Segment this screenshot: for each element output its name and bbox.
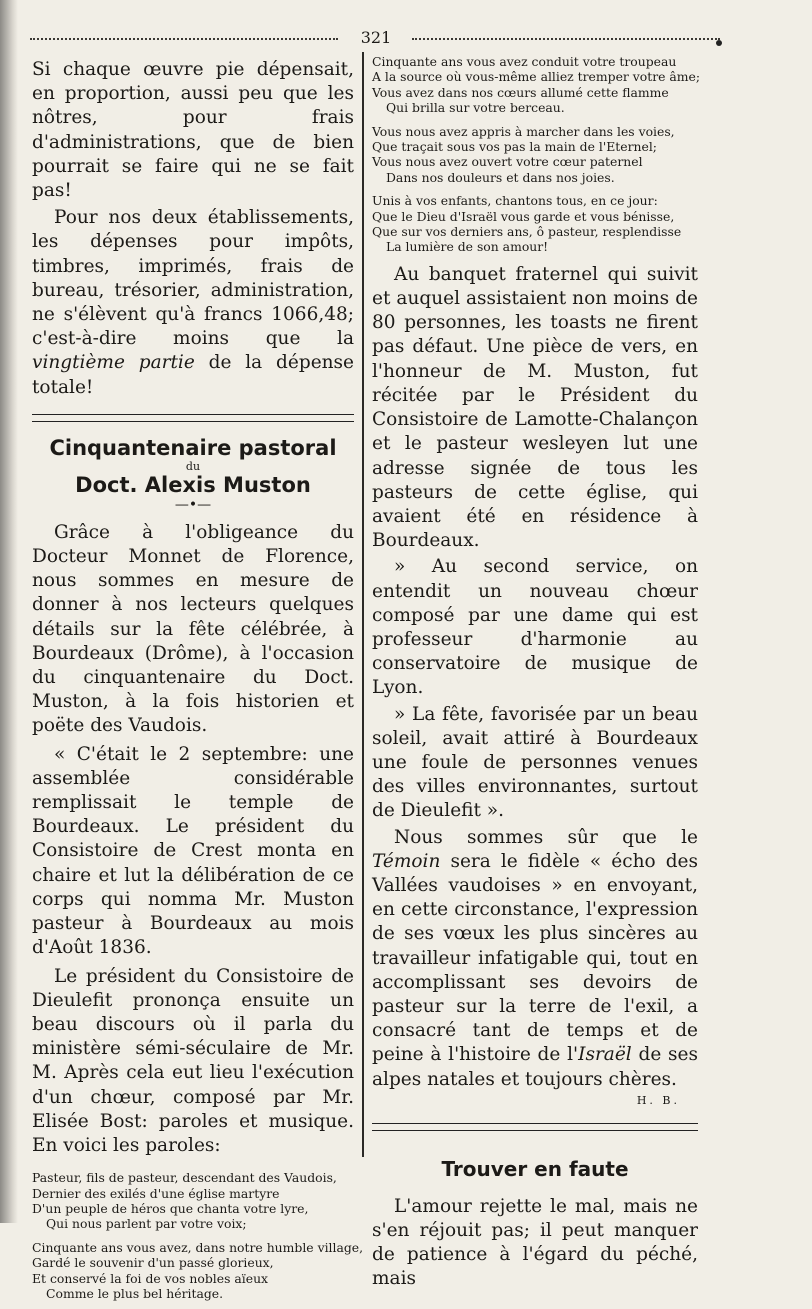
intro-paragraph: Si chaque œuvre pie dépensait, en proportion, aussi peu que les nôtres, pour frais d'administrations, que de bien pourrait se faire qui ne se fait pas!: [32, 59, 354, 202]
budget-text-b: de la dépense totale!: [32, 352, 354, 398]
budget-text-a: Pour nos deux établissements, les dépenses pour impôts, timbres, imprimés, frais de bureau, trésorier, administration, ne s'élèvent qu'à francs 1066,48; c'est-à-dire moins que la: [32, 207, 354, 350]
left-column: [32, 58, 364, 1309]
column-divider: [362, 52, 364, 1157]
article-paragraph-2: « C'était le 2 septembre: une assemblée considérable remplissait le temple de Bourdeaux. Le président du Consistoire de Crest monta en chaire et lut la délibération de ce corps qui nomma Mr. Muston pasteur à Bourdeaux au mois d'Août 1836.: [32, 743, 354, 959]
verse-line: A la source où vous-même alliez tremper votre âme;: [372, 69, 701, 85]
article-paragraph-1: Grâce à l'obligeance du Docteur Monnet de Florence, nous sommes en mesure de donner à nos lecteurs quelques détails sur la fête célébrée, à Bourdeaux (Drôme), à l'occasion du cinquantenaire du Doct. Muston, à la fois historien et poëte des Vaudois.: [32, 521, 354, 737]
verse-line: Vous nous avez ouvert votre cœur paternel: [372, 154, 643, 170]
article-signature: H. B.: [636, 1093, 680, 1107]
p7-text-b: sera le fidèle « écho des Vallées vaudoises » en envoyant, en cette circonstance, l'expression de ses vœux les plus sincères au travailleur infatigable qui, tout en accomplissant ses devoirs de pasteur sur la terre de l'exil, a consacré tant de temps et de peine à l'histoire de l': [372, 850, 698, 1066]
verse-line: Vous avez dans nos cœurs allumé cette flamme: [372, 84, 669, 100]
budget-emphasis: vingtième partie: [32, 352, 195, 374]
verse-line: Unis à vos enfants, chantons tous, en ce jour:: [372, 193, 658, 209]
p7-text-c: de ses alpes natales et toujours chères.: [372, 1044, 698, 1090]
page-header: [30, 28, 720, 48]
verse-line: Que traçait sous vos pas la main de l'Eternel;: [372, 139, 657, 155]
verse-line: Gardé le souvenir d'un passé glorieux,: [32, 1255, 274, 1271]
verse-line: Dans nos douleurs et dans nos joies.: [386, 169, 615, 185]
poem-stanza-2: [32, 1239, 364, 1302]
article-paragraph-6: » La fête, favorisée par un beau soleil, avait attiré à Bourdeaux une foule de personnes venues des villes environnantes, surtout de Dieulefit ».: [372, 703, 698, 822]
p7-emphasis-israel: Israël: [578, 1044, 632, 1066]
article-paragraph-8: L'amour rejette le mal, mais ne s'en réjouit pas; il peut manquer de patience à l'égard du péché, mais: [372, 1195, 698, 1290]
article-title-trouver: Trouver en faute: [441, 1156, 629, 1181]
right-column: [372, 54, 701, 1292]
verse-line: Et conservé la foi de vos nobles aïeux: [32, 1270, 269, 1286]
verse-line: Comme le plus bel héritage.: [46, 1285, 224, 1301]
verse-line: Qui nous parlent par votre voix;: [46, 1216, 247, 1232]
verse-line: Vous nous avez appris à marcher dans les voies,: [372, 123, 675, 139]
verse-line: La lumière de son amour!: [386, 239, 549, 255]
article-paragraph-3: Le président du Consistoire de Dieulefit prononça ensuite un beau discours où il parla du ministère sémi-séculaire de Mr. M. Après cela eut lieu l'exécution d'un chœur, composé par Mr. Elisée Bost: paroles et musique. En voici les paroles:: [32, 965, 354, 1156]
verse-line: Que sur vos derniers ans, ô pasteur, resplendisse: [372, 224, 682, 240]
budget-paragraph: [32, 206, 354, 400]
verse-line: Pasteur, fils de pasteur, descendant des Vaudois,: [32, 1170, 337, 1186]
section-double-rule-right: [372, 1123, 698, 1131]
page-number: 321: [360, 28, 392, 47]
poem-stanza-3: [372, 54, 701, 116]
article-paragraph-5: » Au second service, on entendit un nouveau chœur composé par une dame qui est professeur d'harmonie au conservatoire de musique de Lyon.: [372, 556, 698, 699]
verse-line: Cinquante ans vous avez conduit votre troupeau: [372, 54, 677, 69]
ink-dot: [716, 40, 722, 46]
title-ornament: —•—: [174, 496, 212, 513]
p7-text-a: Nous sommes sûr que le: [394, 826, 698, 848]
header-rule-left: [30, 38, 338, 40]
verse-line: Cinquante ans vous avez, dans notre humble village,: [32, 1239, 364, 1255]
article-title-line-2: Doct. Alexis Muston: [75, 472, 311, 497]
poem-stanza-5: [372, 193, 698, 255]
verse-line: Dernier des exilés d'une église martyre: [32, 1185, 280, 1201]
article-paragraph-7: [372, 826, 698, 1092]
article-title-du: du: [185, 459, 201, 473]
article-paragraph-4: Au banquet fraternel qui suivit et auquel assistaient non moins de 80 personnes, les toasts ne firent pas défaut. Une pièce de vers, en l'honneur de M. Muston, fut récitée par le Président du Consistoire de Lamotte-Chalançon et le pasteur wesleyen lut une adresse signée de tous les pasteurs de cette église, qui avaient été en résidence à Bourdeaux.: [372, 263, 698, 552]
p7-emphasis-temoin: Témoin: [372, 850, 441, 872]
header-rule-right: [412, 38, 720, 40]
section-double-rule: [32, 414, 354, 422]
article-title-line-1: Cinquantenaire pastoral: [49, 435, 337, 460]
verse-line: Qui brilla sur votre berceau.: [386, 100, 565, 116]
poem-stanza-4: [372, 124, 698, 186]
verse-line: Que le Dieu d'Israël vous garde et vous bénisse,: [372, 208, 675, 224]
page-binding-shadow: [0, 0, 18, 1223]
verse-line: D'un peuple de héros que chanta votre lyre,: [32, 1200, 309, 1216]
